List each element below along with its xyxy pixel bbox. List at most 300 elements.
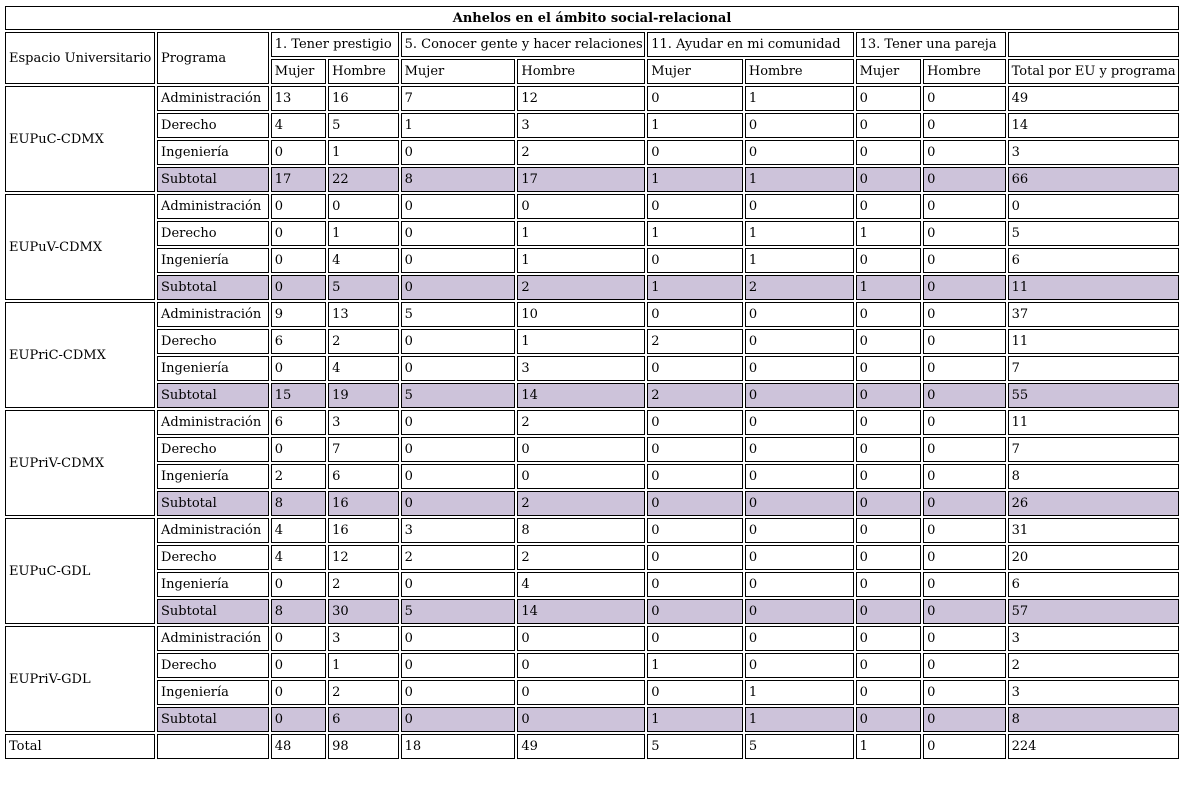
value-cell: 2 [328, 572, 398, 597]
header-group-prestigio: 1. Tener prestigio [271, 32, 399, 57]
programa-cell: Subtotal [157, 491, 269, 516]
table-row [5, 572, 1179, 597]
value-cell: 5 [328, 113, 398, 138]
header-mujer: Mujer [271, 59, 326, 84]
value-cell: 1 [328, 221, 398, 246]
value-cell: 8 [401, 167, 516, 192]
total-cell: 1 [856, 734, 921, 759]
value-cell: 1 [517, 221, 645, 246]
value-cell: 1 [647, 221, 743, 246]
value-cell: 0 [923, 275, 1006, 300]
value-cell: 1 [745, 221, 854, 246]
value-cell: 0 [745, 572, 854, 597]
value-cell: 0 [271, 680, 326, 705]
value-cell: 2 [647, 329, 743, 354]
header-hombre: Hombre [923, 59, 1006, 84]
programa-cell: Ingeniería [157, 572, 269, 597]
value-cell: 0 [856, 653, 921, 678]
value-cell: 1 [517, 248, 645, 273]
row-total-cell: 66 [1008, 167, 1179, 192]
value-cell: 0 [856, 518, 921, 543]
table-row [5, 626, 1179, 651]
value-cell: 4 [328, 356, 398, 381]
value-cell: 8 [271, 599, 326, 624]
value-cell: 0 [745, 383, 854, 408]
header-mujer: Mujer [647, 59, 743, 84]
value-cell: 0 [647, 410, 743, 435]
row-total-cell: 7 [1008, 356, 1179, 381]
programa-cell: Ingeniería [157, 680, 269, 705]
value-cell: 0 [745, 491, 854, 516]
value-cell: 15 [271, 383, 326, 408]
value-cell: 0 [401, 437, 516, 462]
value-cell: 16 [328, 518, 398, 543]
value-cell: 0 [271, 626, 326, 651]
programa-cell: Subtotal [157, 707, 269, 732]
value-cell: 0 [923, 572, 1006, 597]
table-row [5, 221, 1179, 246]
value-cell: 5 [401, 383, 516, 408]
value-cell: 14 [517, 383, 645, 408]
value-cell: 0 [923, 302, 1006, 327]
value-cell: 2 [517, 275, 645, 300]
value-cell: 0 [647, 518, 743, 543]
value-cell: 0 [923, 221, 1006, 246]
value-cell: 8 [271, 491, 326, 516]
row-total-cell: 57 [1008, 599, 1179, 624]
row-total-cell: 8 [1008, 707, 1179, 732]
value-cell: 0 [401, 491, 516, 516]
value-cell: 0 [923, 194, 1006, 219]
table-body [5, 86, 1179, 732]
value-cell: 2 [517, 545, 645, 570]
header-hombre: Hombre [517, 59, 645, 84]
header-programa: Programa [157, 32, 269, 84]
value-cell: 0 [923, 491, 1006, 516]
programa-cell: Subtotal [157, 599, 269, 624]
value-cell: 0 [856, 194, 921, 219]
programa-cell: Ingeniería [157, 248, 269, 273]
value-cell: 0 [401, 572, 516, 597]
table-title: Anhelos en el ámbito social-relacional [5, 6, 1179, 30]
value-cell: 0 [923, 329, 1006, 354]
total-cell: 98 [328, 734, 398, 759]
value-cell: 13 [271, 86, 326, 111]
value-cell: 6 [328, 707, 398, 732]
header-hombre: Hombre [745, 59, 854, 84]
value-cell: 0 [401, 410, 516, 435]
row-total-cell: 11 [1008, 410, 1179, 435]
programa-cell: Administración [157, 518, 269, 543]
value-cell: 6 [271, 329, 326, 354]
programa-cell: Ingeniería [157, 464, 269, 489]
value-cell: 12 [517, 86, 645, 111]
value-cell: 0 [271, 356, 326, 381]
value-cell: 1 [401, 113, 516, 138]
value-cell: 13 [328, 302, 398, 327]
value-cell: 0 [517, 464, 645, 489]
programa-cell: Derecho [157, 545, 269, 570]
table-row [5, 518, 1179, 543]
value-cell: 0 [401, 680, 516, 705]
row-total-cell: 31 [1008, 518, 1179, 543]
value-cell: 1 [647, 707, 743, 732]
value-cell: 5 [328, 275, 398, 300]
programa-cell: Derecho [157, 221, 269, 246]
value-cell: 1 [745, 248, 854, 273]
value-cell: 2 [647, 383, 743, 408]
value-cell: 1 [856, 221, 921, 246]
value-cell: 1 [745, 86, 854, 111]
value-cell: 1 [647, 113, 743, 138]
value-cell: 0 [517, 194, 645, 219]
total-empty [157, 734, 269, 759]
value-cell: 4 [271, 518, 326, 543]
value-cell: 0 [923, 707, 1006, 732]
value-cell: 0 [401, 329, 516, 354]
programa-cell: Administración [157, 410, 269, 435]
table-row [5, 140, 1179, 165]
value-cell: 7 [328, 437, 398, 462]
value-cell: 0 [517, 626, 645, 651]
row-total-cell: 55 [1008, 383, 1179, 408]
value-cell: 2 [517, 491, 645, 516]
programa-cell: Derecho [157, 437, 269, 462]
table-row [5, 302, 1179, 327]
header-hombre: Hombre [328, 59, 398, 84]
value-cell: 2 [328, 680, 398, 705]
anhelos-table [3, 4, 1181, 761]
programa-cell: Subtotal [157, 167, 269, 192]
value-cell: 0 [647, 545, 743, 570]
value-cell: 1 [856, 275, 921, 300]
subtotal-row [5, 599, 1179, 624]
subtotal-row [5, 383, 1179, 408]
subtotal-row [5, 275, 1179, 300]
value-cell: 8 [517, 518, 645, 543]
row-total-cell: 14 [1008, 113, 1179, 138]
value-cell: 0 [923, 680, 1006, 705]
value-cell: 0 [856, 410, 921, 435]
table-row [5, 248, 1179, 273]
table-row [5, 545, 1179, 570]
programa-cell: Ingeniería [157, 140, 269, 165]
value-cell: 7 [401, 86, 516, 111]
value-cell: 0 [401, 275, 516, 300]
value-cell: 0 [923, 518, 1006, 543]
value-cell: 0 [517, 707, 645, 732]
value-cell: 0 [856, 302, 921, 327]
programa-cell: Subtotal [157, 383, 269, 408]
value-cell: 1 [745, 707, 854, 732]
value-cell: 0 [856, 113, 921, 138]
value-cell: 0 [271, 653, 326, 678]
total-cell: 48 [271, 734, 326, 759]
espacio-universitario-cell: EUPriV-CDMX [5, 410, 155, 516]
value-cell: 3 [517, 356, 645, 381]
value-cell: 0 [647, 86, 743, 111]
subtotal-row [5, 491, 1179, 516]
value-cell: 2 [271, 464, 326, 489]
value-cell: 0 [923, 383, 1006, 408]
value-cell: 4 [517, 572, 645, 597]
value-cell: 0 [647, 437, 743, 462]
value-cell: 0 [647, 464, 743, 489]
row-total-cell: 6 [1008, 248, 1179, 273]
total-cell: 49 [517, 734, 645, 759]
value-cell: 0 [745, 518, 854, 543]
value-cell: 0 [271, 221, 326, 246]
value-cell: 0 [401, 194, 516, 219]
value-cell: 1 [647, 653, 743, 678]
value-cell: 0 [745, 464, 854, 489]
value-cell: 0 [647, 599, 743, 624]
row-total-cell: 2 [1008, 653, 1179, 678]
table-row [5, 329, 1179, 354]
value-cell: 0 [856, 248, 921, 273]
value-cell: 2 [517, 140, 645, 165]
value-cell: 16 [328, 86, 398, 111]
espacio-universitario-cell: EUPuV-CDMX [5, 194, 155, 300]
value-cell: 0 [856, 491, 921, 516]
value-cell: 0 [401, 221, 516, 246]
value-cell: 0 [517, 437, 645, 462]
value-cell: 3 [401, 518, 516, 543]
programa-cell: Derecho [157, 329, 269, 354]
row-total-cell: 11 [1008, 329, 1179, 354]
value-cell: 0 [271, 707, 326, 732]
value-cell: 0 [271, 140, 326, 165]
value-cell: 2 [328, 329, 398, 354]
row-total-cell: 3 [1008, 626, 1179, 651]
value-cell: 0 [856, 545, 921, 570]
value-cell: 12 [328, 545, 398, 570]
value-cell: 0 [923, 653, 1006, 678]
total-label: Total [5, 734, 155, 759]
value-cell: 0 [647, 140, 743, 165]
value-cell: 0 [401, 464, 516, 489]
value-cell: 3 [328, 626, 398, 651]
total-cell: 224 [1008, 734, 1179, 759]
value-cell: 0 [856, 626, 921, 651]
value-cell: 0 [271, 437, 326, 462]
row-total-cell: 49 [1008, 86, 1179, 111]
value-cell: 0 [745, 599, 854, 624]
value-cell: 1 [647, 167, 743, 192]
table-row [5, 113, 1179, 138]
header-mujer: Mujer [401, 59, 516, 84]
value-cell: 0 [923, 248, 1006, 273]
value-cell: 0 [923, 167, 1006, 192]
value-cell: 0 [401, 653, 516, 678]
table-row [5, 680, 1179, 705]
value-cell: 0 [856, 356, 921, 381]
espacio-universitario-cell: EUPriV-GDL [5, 626, 155, 732]
total-cell: 18 [401, 734, 516, 759]
table-row [5, 437, 1179, 462]
header-total: Total por EU y programa [1008, 59, 1179, 84]
value-cell: 1 [517, 329, 645, 354]
espacio-universitario-cell: EUPuC-CDMX [5, 86, 155, 192]
value-cell: 22 [328, 167, 398, 192]
header-group-conocer-gente: 5. Conocer gente y hacer relaciones [401, 32, 646, 57]
value-cell: 0 [923, 140, 1006, 165]
value-cell: 1 [745, 167, 854, 192]
value-cell: 0 [647, 680, 743, 705]
espacio-universitario-cell: EUPuC-GDL [5, 518, 155, 624]
subtotal-row [5, 707, 1179, 732]
value-cell: 9 [271, 302, 326, 327]
total-cell: 5 [647, 734, 743, 759]
row-total-cell: 26 [1008, 491, 1179, 516]
value-cell: 4 [271, 545, 326, 570]
value-cell: 2 [745, 275, 854, 300]
value-cell: 5 [401, 599, 516, 624]
value-cell: 6 [328, 464, 398, 489]
value-cell: 0 [647, 572, 743, 597]
value-cell: 0 [745, 410, 854, 435]
row-total-cell: 3 [1008, 140, 1179, 165]
value-cell: 17 [517, 167, 645, 192]
value-cell: 0 [745, 140, 854, 165]
value-cell: 0 [745, 437, 854, 462]
value-cell: 0 [517, 653, 645, 678]
table-row [5, 356, 1179, 381]
value-cell: 17 [271, 167, 326, 192]
value-cell: 1 [745, 680, 854, 705]
header-group-tener-pareja: 13. Tener una pareja [856, 32, 1006, 57]
value-cell: 0 [745, 653, 854, 678]
value-cell: 1 [647, 275, 743, 300]
programa-cell: Subtotal [157, 275, 269, 300]
value-cell: 0 [328, 194, 398, 219]
value-cell: 0 [517, 680, 645, 705]
row-total-cell: 8 [1008, 464, 1179, 489]
value-cell: 0 [923, 86, 1006, 111]
value-cell: 0 [401, 356, 516, 381]
programa-cell: Derecho [157, 113, 269, 138]
value-cell: 0 [271, 248, 326, 273]
programa-cell: Administración [157, 86, 269, 111]
value-cell: 0 [271, 275, 326, 300]
value-cell: 1 [328, 140, 398, 165]
value-cell: 0 [923, 464, 1006, 489]
row-total-cell: 37 [1008, 302, 1179, 327]
value-cell: 0 [745, 545, 854, 570]
value-cell: 3 [328, 410, 398, 435]
value-cell: 0 [647, 302, 743, 327]
row-total-cell: 7 [1008, 437, 1179, 462]
value-cell: 0 [647, 194, 743, 219]
value-cell: 1 [328, 653, 398, 678]
value-cell: 0 [401, 707, 516, 732]
value-cell: 19 [328, 383, 398, 408]
espacio-universitario-cell: EUPriC-CDMX [5, 302, 155, 408]
value-cell: 0 [923, 626, 1006, 651]
value-cell: 0 [856, 437, 921, 462]
value-cell: 0 [856, 140, 921, 165]
value-cell: 0 [856, 707, 921, 732]
header-empty [1008, 32, 1179, 57]
header-group-ayudar-comunidad: 11. Ayudar en mi comunidad [647, 32, 853, 57]
header-espacio: Espacio Universitario [5, 32, 155, 84]
value-cell: 0 [923, 599, 1006, 624]
value-cell: 0 [923, 356, 1006, 381]
value-cell: 0 [647, 626, 743, 651]
row-total-cell: 11 [1008, 275, 1179, 300]
value-cell: 2 [517, 410, 645, 435]
value-cell: 0 [923, 437, 1006, 462]
table-row [5, 194, 1179, 219]
table-row [5, 653, 1179, 678]
value-cell: 4 [271, 113, 326, 138]
table-row [5, 410, 1179, 435]
table-row [5, 464, 1179, 489]
value-cell: 0 [647, 248, 743, 273]
value-cell: 0 [647, 356, 743, 381]
value-cell: 14 [517, 599, 645, 624]
value-cell: 0 [401, 248, 516, 273]
value-cell: 0 [856, 572, 921, 597]
programa-cell: Administración [157, 626, 269, 651]
value-cell: 0 [647, 491, 743, 516]
value-cell: 0 [745, 302, 854, 327]
value-cell: 0 [745, 113, 854, 138]
value-cell: 0 [271, 194, 326, 219]
programa-cell: Derecho [157, 653, 269, 678]
value-cell: 0 [923, 545, 1006, 570]
value-cell: 4 [328, 248, 398, 273]
value-cell: 0 [856, 329, 921, 354]
value-cell: 0 [745, 329, 854, 354]
value-cell: 0 [856, 464, 921, 489]
row-total-cell: 20 [1008, 545, 1179, 570]
programa-cell: Administración [157, 194, 269, 219]
table-row [5, 86, 1179, 111]
subtotal-row [5, 167, 1179, 192]
value-cell: 3 [517, 113, 645, 138]
value-cell: 0 [856, 86, 921, 111]
value-cell: 2 [401, 545, 516, 570]
value-cell: 0 [745, 626, 854, 651]
value-cell: 0 [923, 113, 1006, 138]
value-cell: 16 [328, 491, 398, 516]
row-total-cell: 3 [1008, 680, 1179, 705]
programa-cell: Ingeniería [157, 356, 269, 381]
value-cell: 0 [271, 572, 326, 597]
value-cell: 0 [856, 680, 921, 705]
value-cell: 0 [923, 410, 1006, 435]
total-cell: 5 [745, 734, 854, 759]
value-cell: 0 [401, 626, 516, 651]
row-total-cell: 5 [1008, 221, 1179, 246]
value-cell: 30 [328, 599, 398, 624]
row-total-cell: 0 [1008, 194, 1179, 219]
value-cell: 0 [745, 194, 854, 219]
value-cell: 5 [401, 302, 516, 327]
value-cell: 0 [856, 383, 921, 408]
value-cell: 0 [856, 599, 921, 624]
value-cell: 0 [745, 356, 854, 381]
programa-cell: Administración [157, 302, 269, 327]
total-row [5, 734, 1179, 759]
value-cell: 0 [856, 167, 921, 192]
row-total-cell: 6 [1008, 572, 1179, 597]
value-cell: 6 [271, 410, 326, 435]
value-cell: 10 [517, 302, 645, 327]
header-mujer: Mujer [856, 59, 921, 84]
total-cell: 0 [923, 734, 1006, 759]
